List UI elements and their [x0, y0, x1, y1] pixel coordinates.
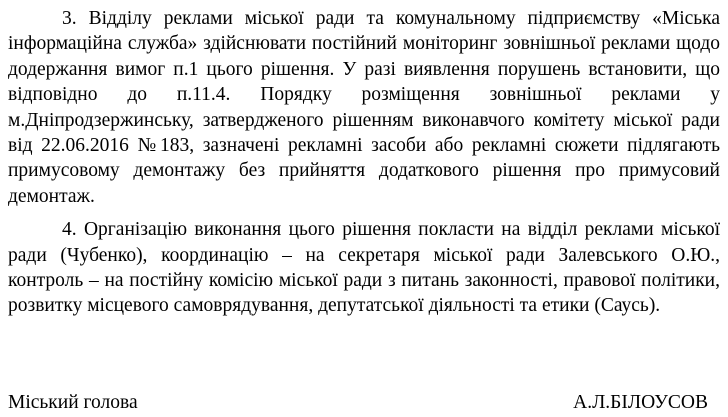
paragraph-4: 4. Організацію виконання цього рішення покласти на відділ реклами міської ради (Чубенко), координацію – на секретаря міської ради Залевського О.Ю., контроль – на постійну комісію міської ради з питань законності, правової політики, розвитку місцевого самоврядування, депутатської діяльності та етики (Саусь).: [8, 219, 720, 317]
paragraph-3: 3. Відділу реклами міської ради та комунальному підприємству «Міська інформаційна служба» здійснювати постійний моніторинг зовнішньої реклами щодо додержання вимог п.1 цього рішення. У разі виявлення порушень встановити, що відповідно до п.11.4. Порядку розміщення зовнішньої реклами у м.Дніпродзержинську, затвердженого рішенням виконавчого комітету міської ради від 22.06.2016 №183, зазначені рекламні засоби або рекламні сюжети підлягають примусовому демонтажу без прийняття додаткового рішення про примусовий демонтаж.: [8, 8, 720, 207]
signature-block: [8, 390, 720, 415]
signatory-name: А.Л.БІЛОУСОВ: [573, 392, 708, 413]
signatory-position: Міський голова: [8, 392, 138, 413]
document-body: [8, 6, 720, 319]
